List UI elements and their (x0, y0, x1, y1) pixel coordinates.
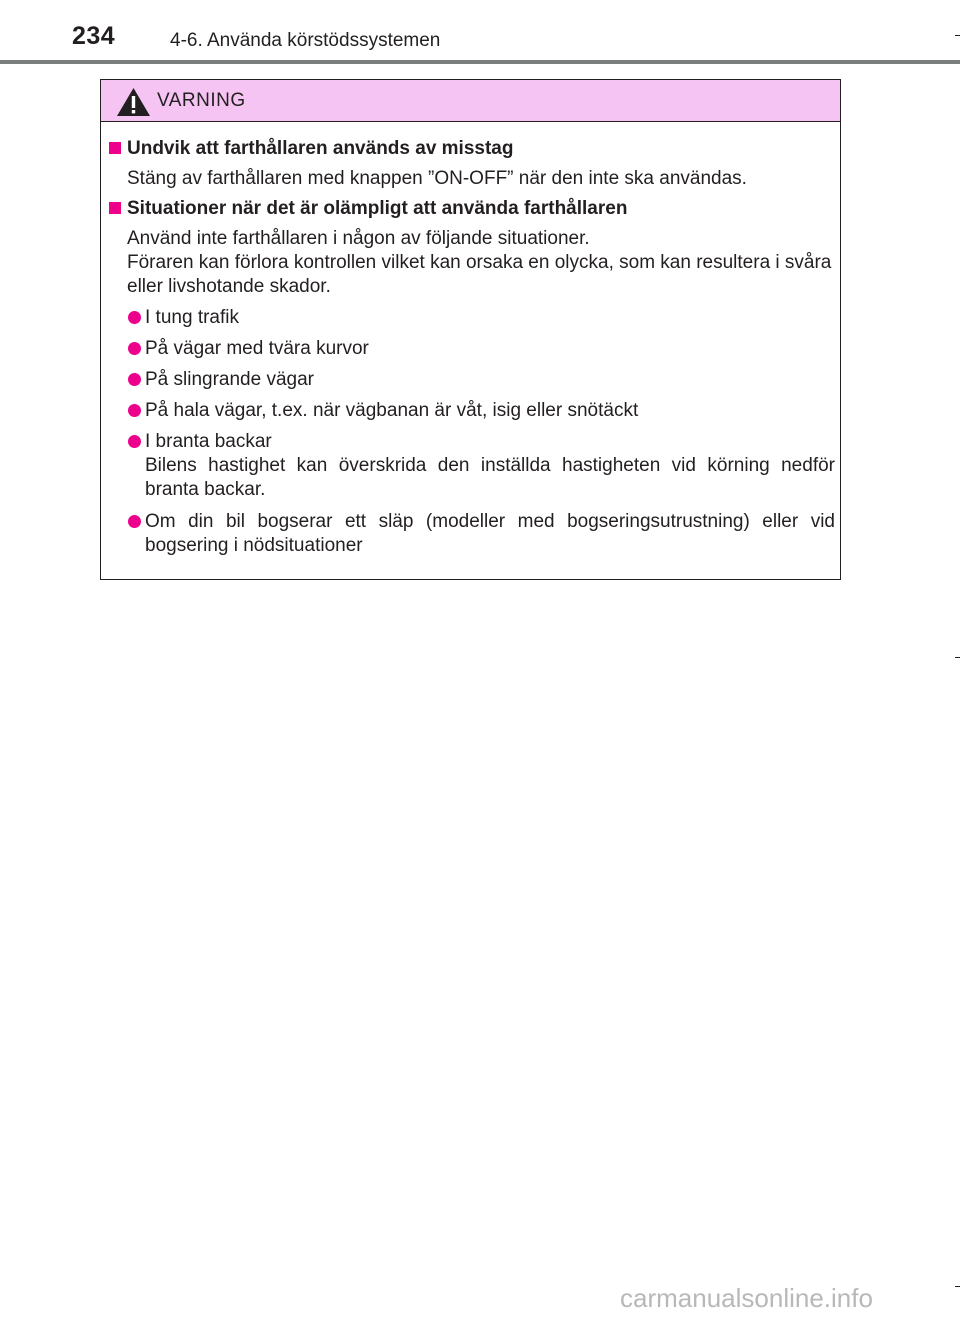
section-text: Stäng av farthållaren med knappen ”ON-OFF” när den inte ska användas. (127, 168, 747, 189)
section-text: Använd inte farthållaren i någon av följande situationer. (127, 228, 590, 249)
header-rule (0, 60, 960, 64)
section-heading: Undvik att farthållaren används av misstag (127, 138, 514, 159)
list-bullet-dot (128, 404, 141, 417)
list-bullet-dot (128, 373, 141, 386)
crop-mark (955, 1286, 960, 1287)
list-item-detail: Bilens hastighet kan överskrida den inställda hastigheten vid körning nedför branta backar. (145, 455, 835, 500)
list-item: På hala vägar, t.ex. när vägbanan är våt, isig eller snötäckt (145, 400, 639, 421)
section-bullet-square (109, 142, 121, 154)
list-item: På vägar med tvära kurvor (145, 338, 369, 359)
section-bullet-square (109, 202, 121, 214)
list-item: Om din bil bogserar ett släp (modeller med bogseringsutrustning) eller vid bogsering i nödsituationer (145, 511, 835, 556)
section-text: Föraren kan förlora kontrollen vilket kan orsaka en olycka, som kan resultera i svåra eller livshotande skador. (127, 252, 832, 297)
warning-label: VARNING (157, 90, 246, 111)
crop-mark (955, 35, 960, 36)
list-item-title: I branta backar (145, 431, 272, 452)
section-heading: Situationer när det är olämpligt att använda farthållaren (127, 198, 628, 219)
list-bullet-dot (128, 435, 141, 448)
list-bullet-dot (128, 342, 141, 355)
list-item: I tung trafik (145, 307, 239, 328)
section-title: 4-6. Använda körstödssystemen (170, 30, 441, 51)
watermark: carmanualsonline.info (620, 1283, 873, 1313)
list-bullet-dot (128, 311, 141, 324)
page-number: 234 (72, 22, 116, 50)
list-bullet-dot (128, 515, 141, 528)
crop-mark (955, 657, 960, 658)
page-header (0, 0, 960, 64)
warning-header (101, 80, 840, 122)
list-item: På slingrande vägar (145, 369, 314, 390)
warning-triangle-icon (116, 87, 151, 117)
